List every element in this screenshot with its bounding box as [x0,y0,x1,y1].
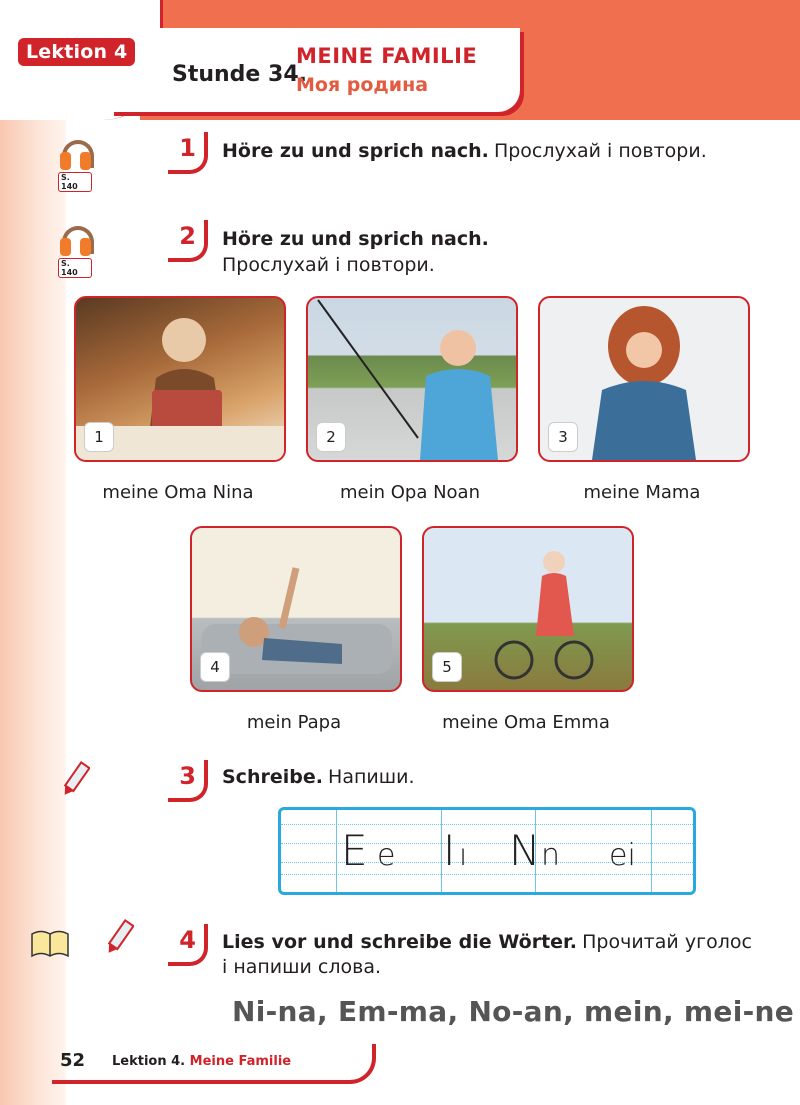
letter-i: ı [459,838,468,873]
photo-grandma-nina [74,296,286,462]
task-number: 2 [168,220,208,262]
photo-papa [190,526,402,692]
photo-number: 2 [316,422,346,452]
task-3-instruction: Schreibe. Напиши. [222,766,415,788]
photo-number: 5 [432,652,462,682]
footer-title: Lektion 4. Meine Familie [112,1054,292,1069]
letter-N: N [509,826,541,875]
letter-E: E [341,826,368,875]
photo-grandma-emma [422,526,634,692]
pencil-icon [60,760,90,800]
headphones-icon[interactable] [58,226,92,277]
task-2-instruction-de: Höre zu und sprich nach. [222,228,489,250]
task-1-instruction: Höre zu und sprich nach. Прослухай і повтори. [222,140,707,162]
task-4-instruction: Lies vor und schreibe die Wörter. Прочитай уголос і напиши слова. [222,931,752,978]
page-title: MEINE FAMILIE [296,44,478,68]
photo-grandpa-noan [306,296,518,462]
photo-mama [538,296,750,462]
task-number: 1 [168,132,208,174]
book-icon [30,928,70,958]
audio-page-tag: S. 140 [58,172,92,192]
pencil-icon [104,918,134,958]
lektion-badge: Lektion 4 [18,38,135,66]
photo-caption: mein Papa [246,712,342,733]
photo-caption: meine Mama [583,482,701,503]
letters-ei: ei [609,838,636,873]
photo-number: 1 [84,422,114,452]
writing-lines[interactable] [278,807,696,895]
audio-page-tag: S. 140 [58,258,92,278]
task-number: 3 [168,760,208,802]
letter-I: I [443,826,456,875]
page-subtitle: Моя родина [296,74,429,96]
letter-n: n [541,838,561,873]
photo-number: 3 [548,422,578,452]
headphones-icon[interactable] [58,140,92,191]
page-number: 52 [60,1050,86,1071]
photo-caption: mein Opa Noan [339,482,480,503]
photo-caption: meine Oma Emma [442,712,610,733]
task-number: 4 [168,924,208,966]
letter-e: e [377,838,396,873]
photo-number: 4 [200,652,230,682]
photo-caption: meine Oma Nina [102,482,254,503]
lesson-number: Stunde 34. [172,62,307,87]
syllable-words: Ni-na, Em-ma, No-an, mein, mei-ne [232,995,795,1028]
task-2-instruction-ua: Прослухай і повтори. [222,254,435,276]
